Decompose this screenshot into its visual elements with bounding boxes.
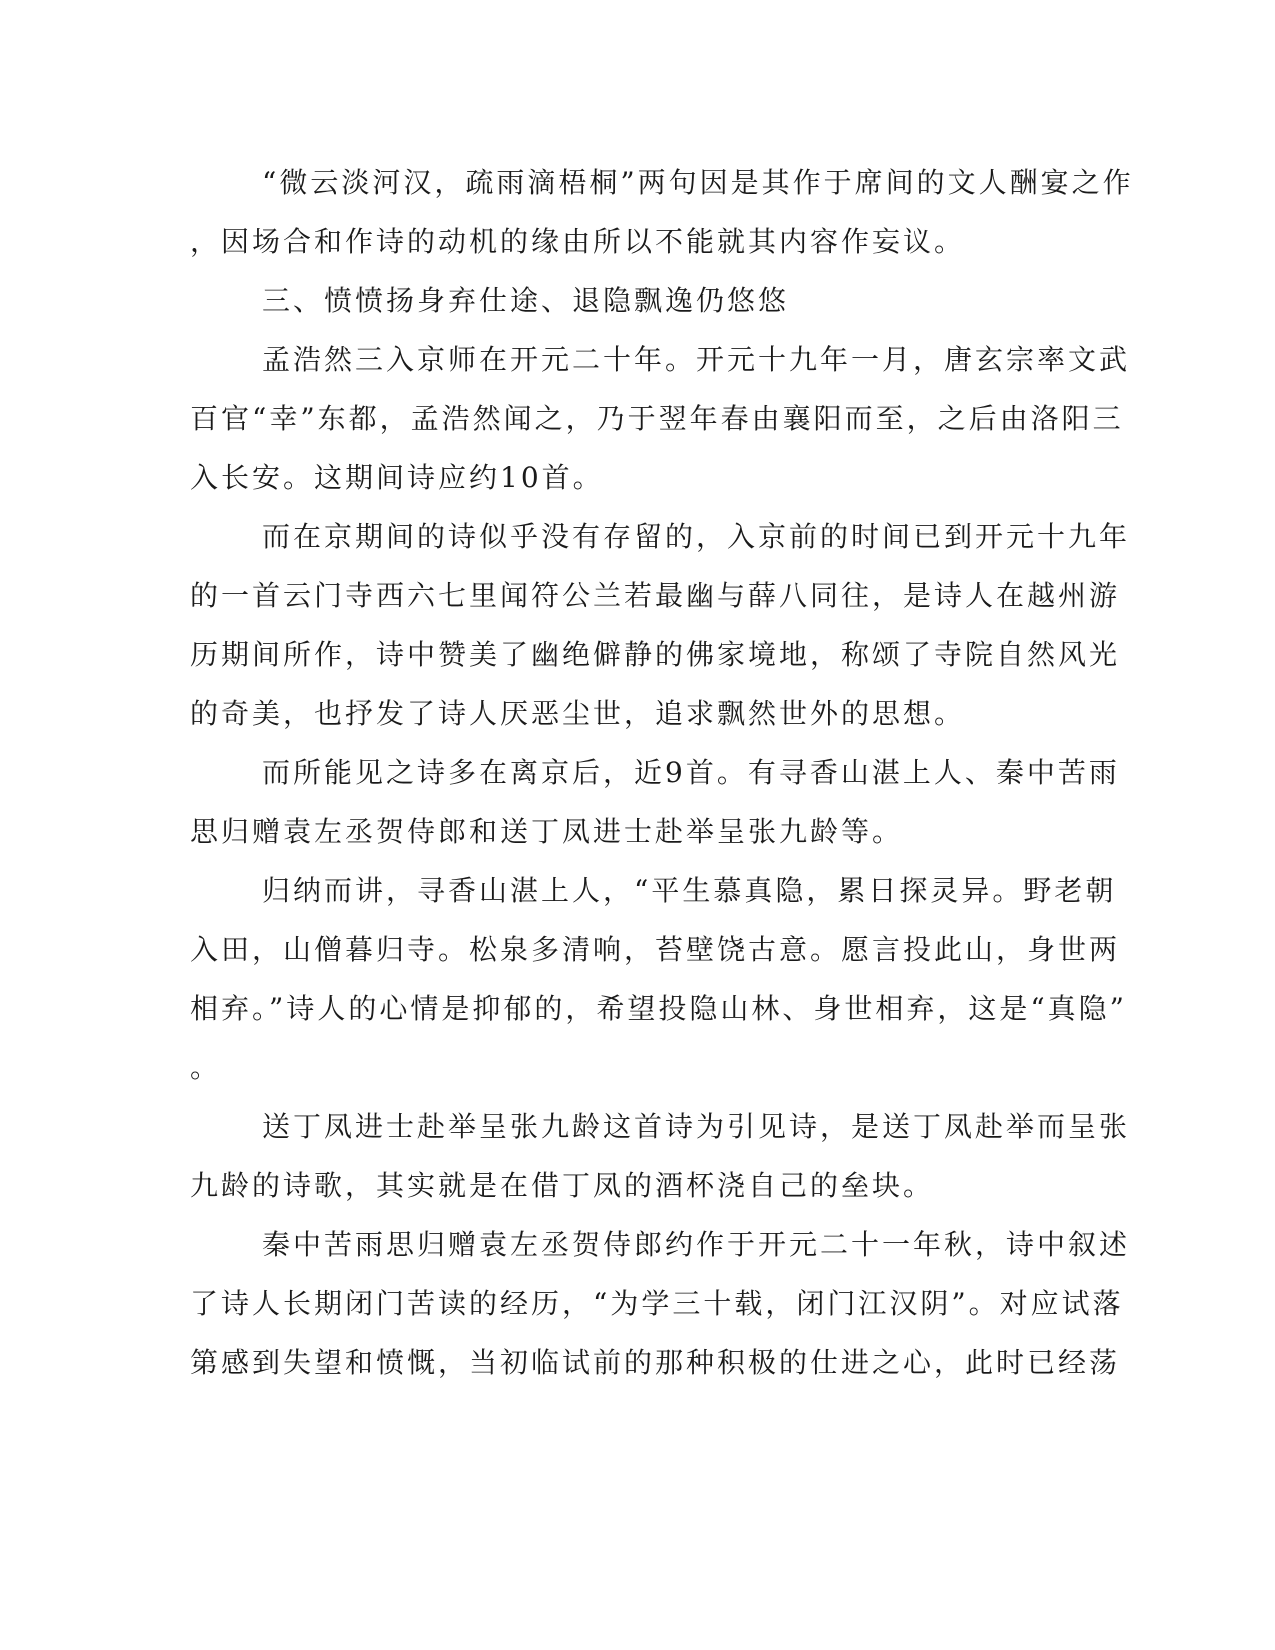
section-heading: 三、愤愤扬身弃仕途、退隐飘逸仍悠悠 (262, 284, 790, 317)
text-line: 而在京期间的诗似乎没有存留的，入京前的时间已到开元十九年 (262, 520, 1131, 553)
text-line: 入长安。这期间诗应约10首。 (190, 461, 604, 494)
text-line: 归纳而讲，寻香山湛上人，“平生慕真隐，累日探灵异。野老朝 (262, 874, 1117, 907)
text-line: 九龄的诗歌，其实就是在借丁凤的酒杯浇自己的垒块。 (190, 1169, 935, 1202)
text-line: 历期间所作，诗中赞美了幽绝僻静的佛家境地，称颂了寺院自然风光 (190, 638, 1121, 671)
text-line: 入田，山僧暮归寺。松泉多清响，苔壁饶古意。愿言投此山，身世两 (190, 933, 1121, 966)
text-line: 相弃。”诗人的心情是抑郁的，希望投隐山林、身世相弃，这是“真隐” (190, 992, 1127, 1025)
text-line: ，因场合和作诗的动机的缘由所以不能就其内容作妄议。 (190, 225, 966, 258)
text-line: 孟浩然三入京师在开元二十年。开元十九年一月，唐玄宗率文武 (262, 343, 1131, 376)
text-line: 的奇美，也抒发了诗人厌恶尘世，追求飘然世外的思想。 (190, 697, 966, 730)
text-line: 的一首云门寺西六七里闻符公兰若最幽与薛八同往，是诗人在越州游 (190, 579, 1121, 612)
text-line: 。 (190, 1051, 222, 1084)
text-line: 送丁凤进士赴举呈张九龄这首诗为引见诗，是送丁凤赴举而呈张 (262, 1110, 1131, 1143)
text-line: 而所能见之诗多在离京后，近9首。有寻香山湛上人、秦中苦雨 (262, 756, 1120, 789)
text-line: “微云淡河汉，疏雨滴梧桐”两句因是其作于席间的文人酬宴之作 (262, 166, 1134, 199)
text-line: 思归赠袁左丞贺侍郎和送丁凤进士赴举呈张九龄等。 (190, 815, 904, 848)
text-line: 第感到失望和愤慨，当初临试前的那种积极的仕进之心，此时已经荡 (190, 1346, 1121, 1379)
text-line: 秦中苦雨思归赠袁左丞贺侍郎约作于开元二十一年秋，诗中叙述 (262, 1228, 1131, 1261)
text-line: 百官“幸”东都，孟浩然闻之，乃于翌年春由襄阳而至，之后由洛阳三 (190, 402, 1124, 435)
text-line: 了诗人长期闭门苦读的经历，“为学三十载，闭门江汉阴”。对应试落 (190, 1287, 1124, 1320)
